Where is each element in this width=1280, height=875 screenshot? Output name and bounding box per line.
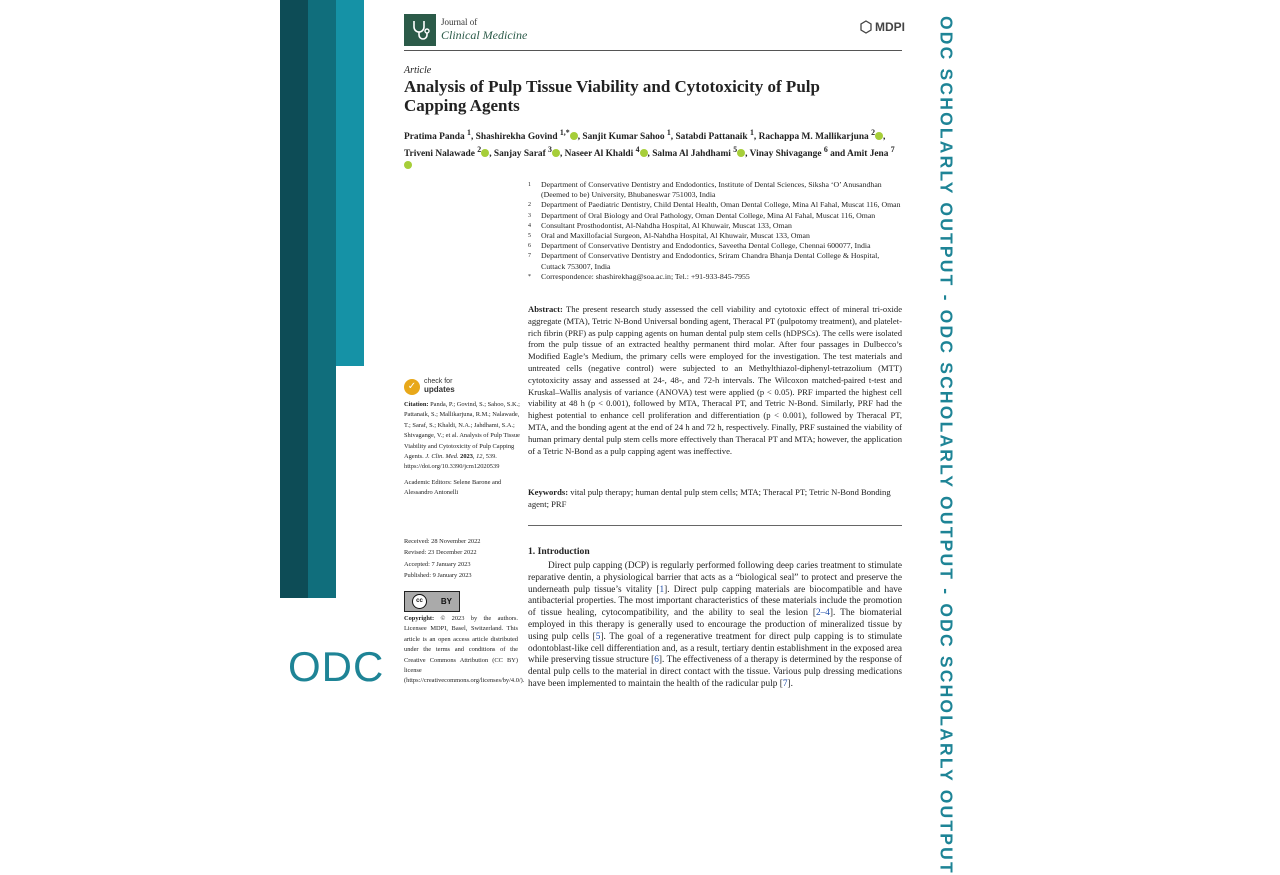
- author-separator: ,: [753, 132, 759, 143]
- author-affiliation-sup: 3: [548, 144, 552, 154]
- intro-paragraph: [528, 561, 902, 691]
- author-separator: ,: [489, 148, 494, 159]
- orcid-icon[interactable]: [737, 149, 745, 157]
- author-name: Sanjit Kumar Sahoo: [582, 132, 667, 143]
- affiliation-item: [528, 241, 902, 251]
- author-affiliation-sup: 4: [635, 144, 640, 154]
- abstract-label: Abstract:: [528, 304, 563, 314]
- watermark: [932, 16, 960, 875]
- article-type: Article: [404, 65, 432, 76]
- journal-header: [404, 14, 527, 46]
- decor-stripe-mid: [308, 0, 336, 598]
- citation-doi[interactable]: , 539. https://doi.org/10.3390/jcm12020539: [404, 453, 500, 471]
- citation-volume: 12: [476, 453, 483, 461]
- orcid-icon[interactable]: [640, 149, 648, 157]
- decor-stripe-light: [336, 0, 364, 366]
- affiliation-item: [528, 251, 902, 271]
- affiliation-text: Department of Conservative Dentistry and Endodontics, Institute of Dental Sciences, Siksha ‘O’ Anusandhan (Deemed to be) University, Bhubaneswar 751003, India: [541, 180, 882, 200]
- citation-label: Citation:: [404, 401, 429, 408]
- cc-by-label: BY: [440, 597, 453, 606]
- article-title: Analysis of Pulp Tissue Viability and Cytotoxicity of Pulp Capping Agents: [404, 77, 820, 115]
- affiliation-number: 7: [528, 253, 531, 260]
- orcid-icon[interactable]: [481, 149, 489, 157]
- date-entry: Accepted: 7 January 2023: [404, 560, 471, 568]
- journal-name: Clinical Medicine: [441, 28, 528, 43]
- author-name: Salma Al Jahdhami: [652, 148, 734, 159]
- orcid-icon[interactable]: [552, 149, 560, 157]
- cc-icon: cc: [412, 594, 427, 609]
- affiliation-text: Department of Paediatric Dentistry, Child Dental Health, Oman Dental College, Mina Al Fahal, Muscat 116, Oman: [541, 200, 901, 210]
- academic-editors: Academic Editors: Selene Barone and Alessandro Antonelli: [404, 478, 502, 497]
- citation-text: Panda, P.; Govind, S.; Sahoo, S.K.; Pattanaik, S.; Mallikarjuna, R.M.; Nalawade, T.; Saraf, S.; Khaldi, N.A.; Jahdhami, S.A.; Shivagange, V.; et al. Analysis of Pulp Tissue Viability and Cytotoxicity of Pulp Capping Agents.: [404, 401, 520, 461]
- author-affiliation-sup: 1: [666, 128, 671, 137]
- affiliation-item: [528, 272, 902, 282]
- stethoscope-icon: [404, 14, 436, 46]
- copyright-notice: [404, 614, 525, 687]
- affiliation-number: 5: [528, 233, 531, 240]
- author-affiliation-sup: 1,*: [559, 128, 570, 137]
- abstract-text: The present research study assessed the cell viability and cytotoxic effect of mineral tri-oxide aggregate (MTA), Tetric N-Bond Universal bonding agent, Theracal PT (pulpotomy treatment), and platelet-rich fibrin (PRF) as pulp capping agents on human dental pulp stem cells (hDPSCs). The cells were isolated from the pulp tissue of an extracted healthy permanent third molar. After four passages in Dulbecco’s Modified Eagle’s Medium, the primary cells were employed for the investigation. The test materials and untreated cells (negative control) were subjected to an Methylthiazol-diphenyl-tetrazolium (MTT) cytotoxicity assay and assessed at 24-, 48-, and 72-h intervals. The Wilcoxon matched-paired t-test and Kruskal–Wallis analysis of variance (ANOVA) test were applied (p < 0.05). PRF imparted the highest cell viability at 48 h (p < 0.001), followed by MTA, Theracal PT, and Tetric N-Bond. Similarly, PRF had the highest potential to enhance cell proliferation and differentiation (p < 0.001), followed by Theracal PT, MTA, and the bonding agent at the end of 24 h and 72 h, respectively. Finally, PRF sustained the viability of human primary dental pulp stem cells more effectively than Theracal PT and MTA; however, the application of a Tetric N-Bond as a pulp capping agent was ineffective.: [528, 304, 903, 456]
- author-affiliation-sup: 6: [823, 144, 828, 154]
- citation-year: 2023: [460, 453, 473, 461]
- author-name: Naseer Al Khaldi: [564, 148, 636, 159]
- keywords-label: Keywords:: [528, 487, 569, 497]
- citation-sidebar: [404, 400, 520, 504]
- citation-journal: J. Clin. Med.: [425, 453, 459, 461]
- affiliation-number: 6: [528, 243, 531, 250]
- author-affiliation-sup: 7: [890, 144, 895, 154]
- odc-logo: ODC: [288, 643, 385, 690]
- affiliation-number: 4: [528, 222, 531, 229]
- article-dates: [404, 536, 481, 582]
- citation: Citation: Panda, P.; Govind, S.; Sahoo, S.K.; Pattanaik, S.; Mallikarjuna, R.M.; Nalawade, T.; Saraf, S.; Khaldi, N.A.; Jahdhami, S.A.; Shivagange, V.; et al. Analysis of Pulp Tissue Viability and Cytotoxicity of Pulp Capping Agents. J. Clin. Med. 2023, 12, 539. https://doi.org/10.3390/jcm12020539: [404, 401, 520, 471]
- affiliation-item: [528, 231, 902, 241]
- copyright-label: Copyright:: [404, 615, 435, 622]
- date-entry: Received: 28 November 2022: [404, 538, 481, 545]
- affiliation-item: [528, 200, 902, 210]
- affiliation-number: 1: [528, 182, 531, 188]
- check-updates-badge[interactable]: [404, 378, 455, 395]
- journal-prefix: Journal of: [441, 17, 478, 28]
- intro-text: ]. The effectiveness of a therapy is determined by the response of dental pulp cells to the material in direct contact with the tissue. Various pulp dressing medications have been implemented to maintain the health of the radicular pulp [: [528, 655, 902, 689]
- author-separator: ,: [670, 132, 676, 143]
- affiliation-text: Department of Conservative Dentistry and Endodontics, Saveetha Dental College, Chennai 600077, India: [541, 241, 871, 251]
- author-separator: ,: [559, 148, 565, 159]
- abstract: [528, 304, 902, 457]
- citation-link[interactable]: 7: [782, 678, 788, 689]
- header-rule: [404, 50, 902, 51]
- author-name: Shashirekha Govind: [475, 132, 560, 143]
- orcid-icon[interactable]: [875, 132, 886, 143]
- author-name: Pratima Panda: [404, 132, 468, 143]
- affiliation-item: [528, 180, 902, 200]
- affiliation-text: Consultant Prosthodontist, Al-Nahdha Hospital, Al Khuwair, Muscat 133, Oman: [541, 220, 792, 230]
- affiliation-text: Oral and Maxillofacial Surgeon, Al-Nahdha Hospital, Al Khuwair, Muscat 133, Oman: [541, 231, 810, 241]
- author-affiliation-sup: 5: [733, 144, 738, 154]
- author-name: Triveni Nalawade: [404, 148, 478, 159]
- intro-text: ]. Direct pulp capping materials are biocompatible and have antibacterial properties. The most important characteristics of these materials include the promotion of tissue healing, cytocompatibility, and the ability to seal the lesion [: [528, 584, 903, 619]
- date-entry: Published: 9 January 2023: [404, 572, 472, 580]
- cc-license-badge[interactable]: [404, 591, 460, 612]
- affiliation-item: [528, 221, 902, 231]
- publisher-logo: [860, 20, 905, 34]
- affiliation-text: Department of Conservative Dentistry and Endodontics, Sriram Chandra Bhanja Dental College & Hospital, Cuttack 753007, India: [541, 251, 880, 271]
- author-affiliation-sup: 2: [871, 128, 876, 137]
- affiliation-text: Department of Oral Biology and Oral Pathology, Oman Dental College, Mina Al Fahal, Muscat 116, Oman: [541, 210, 876, 220]
- keywords-rule: [528, 525, 902, 526]
- affiliations: [528, 180, 902, 282]
- citation-link[interactable]: 1: [659, 584, 665, 595]
- orcid-icon[interactable]: [570, 132, 578, 140]
- citation-link[interactable]: 5: [595, 631, 601, 642]
- check-updates-line2: updates: [424, 385, 455, 394]
- author-name: Vinay Shivagange: [749, 148, 824, 159]
- author-separator: ,: [577, 132, 583, 143]
- affiliation-text: Correspondence: shashirekhag@soa.ac.in; Tel.: +91-933-845-7955: [541, 271, 750, 281]
- watermark-text: ODC SCHOLARLY OUTPUT - ODC SCHOLARLY OUTPUT - ODC SCHOLARLY OUTPUT: [936, 16, 957, 875]
- keywords-text: vital pulp therapy; human dental pulp stem cells; MTA; Theracal PT; Tetric N-Bond Bonding agent; PRF: [528, 487, 891, 509]
- author-separator: and: [827, 148, 848, 159]
- author-name: Satabdi Pattanaik: [675, 132, 750, 143]
- copyright-text: © 2023 by the authors. Licensee MDPI, Basel, Switzerland. This article is an open access article distributed under the terms and conditions of the Creative Commons Attribution (CC BY) license (https://creativecommons.org/licenses/by/4.0/).: [404, 615, 525, 685]
- author-affiliation-sup: 1: [467, 128, 471, 137]
- intro-text: ]. The biomaterial employed in this therapy is generally used to encourage the production of mineralized tissue by using pulp cells [: [528, 608, 902, 642]
- author-affiliation-sup: 2: [477, 144, 482, 154]
- citation-link[interactable]: 6: [654, 655, 659, 666]
- affiliation-item: [528, 211, 902, 221]
- author-list: [404, 127, 902, 173]
- publisher-name: MDPI: [875, 20, 905, 34]
- author-affiliation-sup: 1: [749, 128, 754, 137]
- affiliation-number: *: [528, 273, 531, 280]
- affiliation-number: 2: [528, 202, 531, 209]
- citation-link[interactable]: 2–4: [815, 608, 830, 619]
- check-updates-icon: ✓: [404, 379, 420, 395]
- author-name: Amit Jena: [847, 148, 891, 159]
- orcid-icon[interactable]: [404, 161, 412, 169]
- date-entry: Revised: 23 December 2022: [404, 549, 477, 557]
- affiliation-number: 3: [528, 212, 531, 219]
- author-name: Rachappa M. Mallikarjuna: [758, 132, 872, 143]
- check-updates-line1: check for: [424, 378, 453, 385]
- author-name: Sanjay Saraf: [493, 148, 549, 159]
- author-separator: ,: [745, 148, 750, 159]
- decor-stripe-dark: [280, 0, 308, 598]
- intro-text: ].: [787, 678, 793, 689]
- author-separator: ,: [470, 132, 476, 143]
- intro-text: Direct pulp capping (DCP) is regularly performed following deep caries treatment to stimulate reparative dentin, a physiological barrier that acts as a “biological seal” to protect and preserve the underneath pulp tissue’s vitality [: [528, 561, 902, 595]
- author-separator: ,: [883, 132, 886, 143]
- keywords: [528, 487, 902, 511]
- author-separator: ,: [647, 148, 653, 159]
- intro-text: ]. The goal of a regenerative treatment for direct pulp capping is to stimulate odontoblast-like cell differentiation and, as a result, tertiary dentin establishment in the exposed area while preserving tissue structure [: [528, 631, 902, 666]
- intro-heading: 1. Introduction: [528, 546, 590, 557]
